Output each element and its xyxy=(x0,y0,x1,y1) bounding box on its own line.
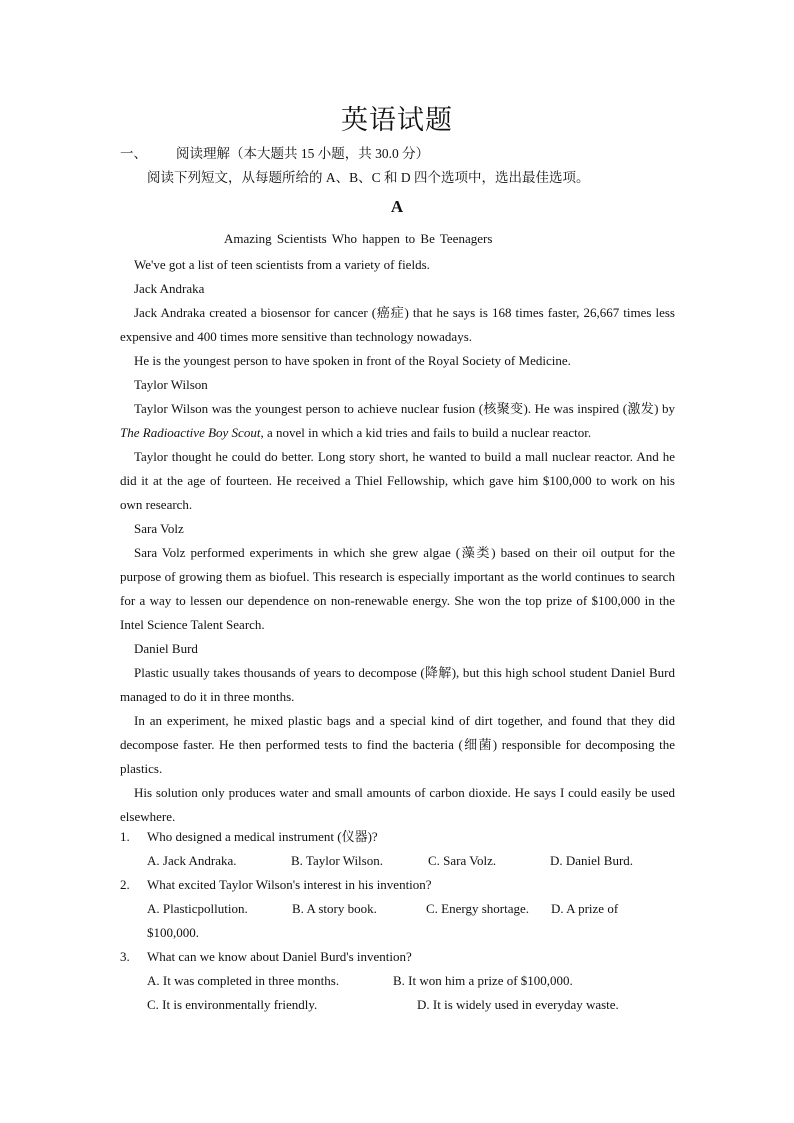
question xyxy=(120,873,680,897)
passage-title: Amazing Scientists Who happen to Be Teenagers xyxy=(224,231,493,246)
questions xyxy=(120,825,680,1017)
paragraph xyxy=(120,397,675,445)
book-title: The Radioactive Boy Scout xyxy=(120,425,261,440)
passage-label: A xyxy=(390,197,404,216)
question-number: 2. xyxy=(120,877,130,892)
paragraph-part: , a novel in which a kid tries and fails to build a nuclear reactor. xyxy=(260,425,592,440)
options-row xyxy=(120,993,680,1017)
paragraph: Sara Volz performed experiments in which she grew algae (藻类) based on their oil output for the purpose of growing them as biofuel. This research is especially important as the world continues to search for a way to lessen our dependence on non-renewable energy. She won the top prize of $100,000 in the Intel Science Talent Search. xyxy=(120,545,675,632)
option-c[interactable]: C. Sara Volz. xyxy=(428,853,497,868)
section-number: 一、 xyxy=(120,146,147,161)
options-row xyxy=(120,849,680,873)
scientist-name: Daniel Burd xyxy=(134,641,198,656)
option-c[interactable]: C. Energy shortage. xyxy=(426,901,530,916)
scientist-name: Jack Andraka xyxy=(134,281,205,296)
question xyxy=(120,825,680,849)
question-text: Who designed a medical instrument (仪器)? xyxy=(147,829,378,844)
options-row xyxy=(120,897,680,921)
question-text: What excited Taylor Wilson's interest in his invention? xyxy=(147,877,432,892)
paragraph: Jack Andraka created a biosensor for cancer (癌症) that he says is 168 times faster, 26,667 times less expensive and 400 times more sensitive than technology nowadays. xyxy=(120,305,675,344)
scientist-name: Sara Volz xyxy=(134,521,184,536)
instruction-text: 阅读下列短文，从每题所给的 A、B、C 和 D 四个选项中，选出最佳选项。 xyxy=(147,170,590,185)
option-b[interactable]: B. Taylor Wilson. xyxy=(291,853,383,868)
option-a[interactable]: A. It was completed in three months. xyxy=(147,973,340,988)
options-row-continued xyxy=(120,921,680,945)
option-b[interactable]: B. A story book. xyxy=(292,901,377,916)
option-d[interactable]: D. Daniel Burd. xyxy=(550,853,634,868)
question xyxy=(120,945,680,969)
option-d[interactable]: D. A prize of xyxy=(551,901,619,916)
paragraph: His solution only produces water and small amounts of carbon dioxide. He says I could easily be used elsewhere. xyxy=(120,785,675,824)
option-b[interactable]: B. It won him a prize of $100,000. xyxy=(393,973,573,988)
question-number: 3. xyxy=(120,949,130,964)
section-heading xyxy=(120,142,429,162)
question-text: What can we know about Daniel Burd's invention? xyxy=(147,949,412,964)
passage-body xyxy=(120,253,675,829)
option-d-continued: $100,000. xyxy=(147,925,199,940)
option-c[interactable]: C. It is environmentally friendly. xyxy=(147,997,318,1012)
paragraph: We've got a list of teen scientists from a variety of fields. xyxy=(134,257,430,272)
option-a[interactable]: A. Plasticpollution. xyxy=(147,901,248,916)
options-row xyxy=(120,969,680,993)
paragraph: Plastic usually takes thousands of years to decompose (降解), but this high school student Daniel Burd managed to do it in three months. xyxy=(120,665,675,704)
paragraph: Taylor thought he could do better. Long story short, he wanted to build a mall nuclear reactor. And he did it at the age of fourteen. He received a Thiel Fellowship, which gave him $100,000 to work on his own research. xyxy=(120,449,675,512)
question-number: 1. xyxy=(120,829,130,844)
page-title: 英语试题 xyxy=(341,105,453,135)
option-d[interactable]: D. It is widely used in everyday waste. xyxy=(417,997,619,1012)
scientist-name: Taylor Wilson xyxy=(134,377,208,392)
paragraph: In an experiment, he mixed plastic bags and a special kind of dirt together, and found that they did decompose faster. He then performed tests to find the bacteria (细菌) responsible for decomposing the plastics. xyxy=(120,713,675,776)
paragraph: He is the youngest person to have spoken in front of the Royal Society of Medicine. xyxy=(134,353,571,368)
section-heading-text: 阅读理解（本大题共 15 小题，共 30.0 分） xyxy=(176,146,430,161)
option-a[interactable]: A. Jack Andraka. xyxy=(147,853,237,868)
paragraph-part: Taylor Wilson was the youngest person to achieve nuclear fusion (核聚变). He was inspired (激发) by xyxy=(134,401,675,416)
